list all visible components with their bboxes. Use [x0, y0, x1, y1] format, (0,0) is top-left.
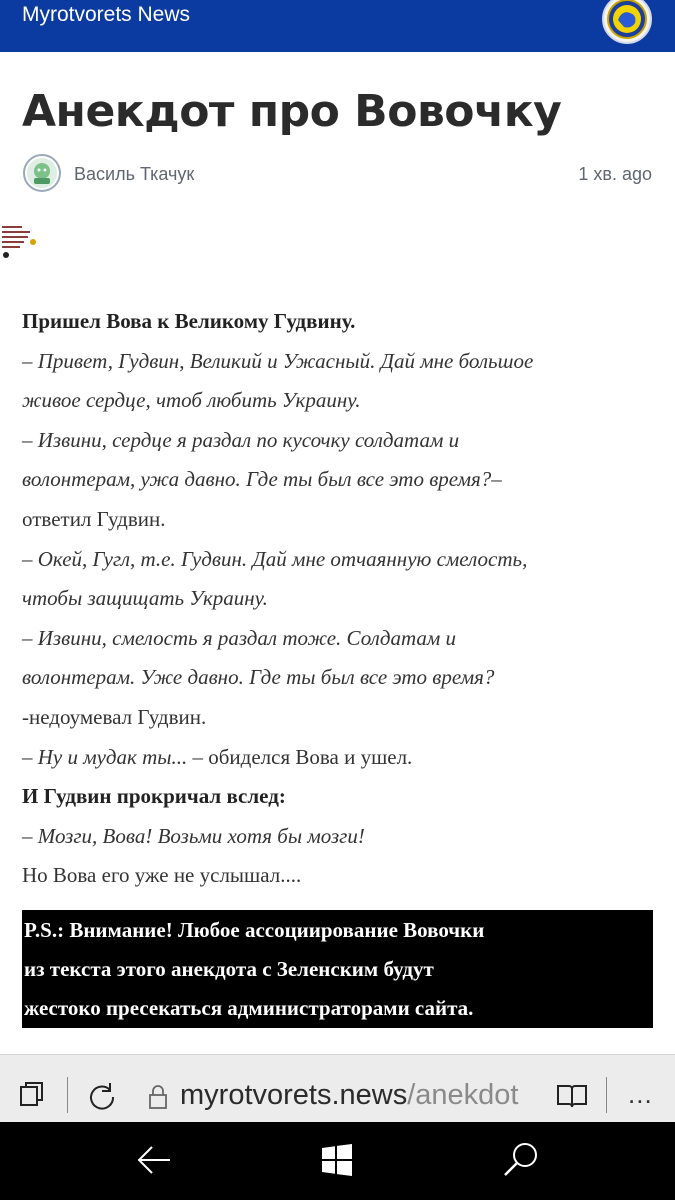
- ps-notice: [22, 910, 653, 1028]
- story-line: волонтерам. Уже давно. Где ты был все это время?: [22, 665, 495, 690]
- article-thumbnail[interactable]: [0, 220, 40, 260]
- avatar-icon: [25, 156, 59, 190]
- article-title: Анекдот про Вовочку: [22, 86, 562, 137]
- more-icon[interactable]: ...: [628, 1079, 653, 1109]
- back-icon[interactable]: [136, 1142, 172, 1178]
- story-line: чтобы защищать Украину.: [22, 586, 268, 611]
- story-line-part: – Ну и мудак ты...: [22, 744, 188, 769]
- author-name[interactable]: Василь Ткачук: [74, 164, 195, 184]
- toolbar-divider: [606, 1077, 607, 1113]
- story-line: [22, 738, 652, 778]
- story-line: живое сердце, чтоб любить Украину.: [22, 388, 361, 413]
- reading-view-icon[interactable]: [556, 1083, 588, 1109]
- url-host: myrotvorets.news: [180, 1079, 408, 1111]
- story-line: И Гудвин прокричал вслед:: [22, 784, 286, 809]
- story-line: – Окей, Гугл, т.е. Гудвин. Дай мне отчаянную смелость,: [22, 546, 528, 571]
- story-line: Но Вова его уже не услышал....: [22, 863, 302, 888]
- site-header: [0, 0, 675, 52]
- story-line-part: – обиделся Вова и ушел.: [187, 744, 413, 769]
- toolbar-divider: [67, 1077, 68, 1113]
- url-field[interactable]: [180, 1079, 519, 1112]
- story-line: Пришел Вова к Великому Гудвину.: [22, 309, 356, 333]
- article-body: [22, 302, 652, 896]
- ps-line: P.S.: Внимание! Любое ассоциирование Вовочки: [24, 918, 485, 942]
- tabs-icon[interactable]: [20, 1082, 44, 1106]
- story-line: волонтерам, ужа давно. Где ты был все это время?–: [22, 467, 502, 492]
- lock-icon: [148, 1085, 168, 1109]
- ps-line: из текста этого анекдота с Зеленским будут: [24, 957, 434, 981]
- story-line: – Привет, Гудвин, Великий и Ужасный. Дай мне большое: [22, 348, 534, 373]
- logo-icon: [604, 0, 650, 42]
- story-line: – Извини, сердце я раздал по кусочку солдатам и: [22, 427, 460, 452]
- ps-line: жестоко пресекаться администраторами сайта.: [24, 996, 474, 1020]
- site-logo[interactable]: [602, 0, 652, 44]
- story-line: -недоумевал Гудвин.: [22, 704, 207, 729]
- post-time: 1 хв. ago: [578, 164, 652, 184]
- thumbnail-image-icon: [0, 220, 40, 260]
- site-title[interactable]: Myrotvorets News: [22, 3, 191, 26]
- os-navigation-bar: [0, 1122, 675, 1200]
- search-icon[interactable]: [502, 1140, 540, 1178]
- article-content: [0, 52, 675, 1054]
- refresh-icon[interactable]: [87, 1081, 117, 1111]
- story-line: – Мозги, Вова! Возьми хотя бы мозги!: [22, 823, 365, 848]
- story-line: ответил Гудвин.: [22, 506, 166, 531]
- url-path: /anekdot: [407, 1079, 519, 1111]
- author-avatar[interactable]: [23, 154, 61, 192]
- windows-icon[interactable]: [321, 1144, 353, 1176]
- story-line: – Извини, смелость я раздал тоже. Солдатам и: [22, 625, 457, 650]
- browser-address-bar: [0, 1054, 675, 1123]
